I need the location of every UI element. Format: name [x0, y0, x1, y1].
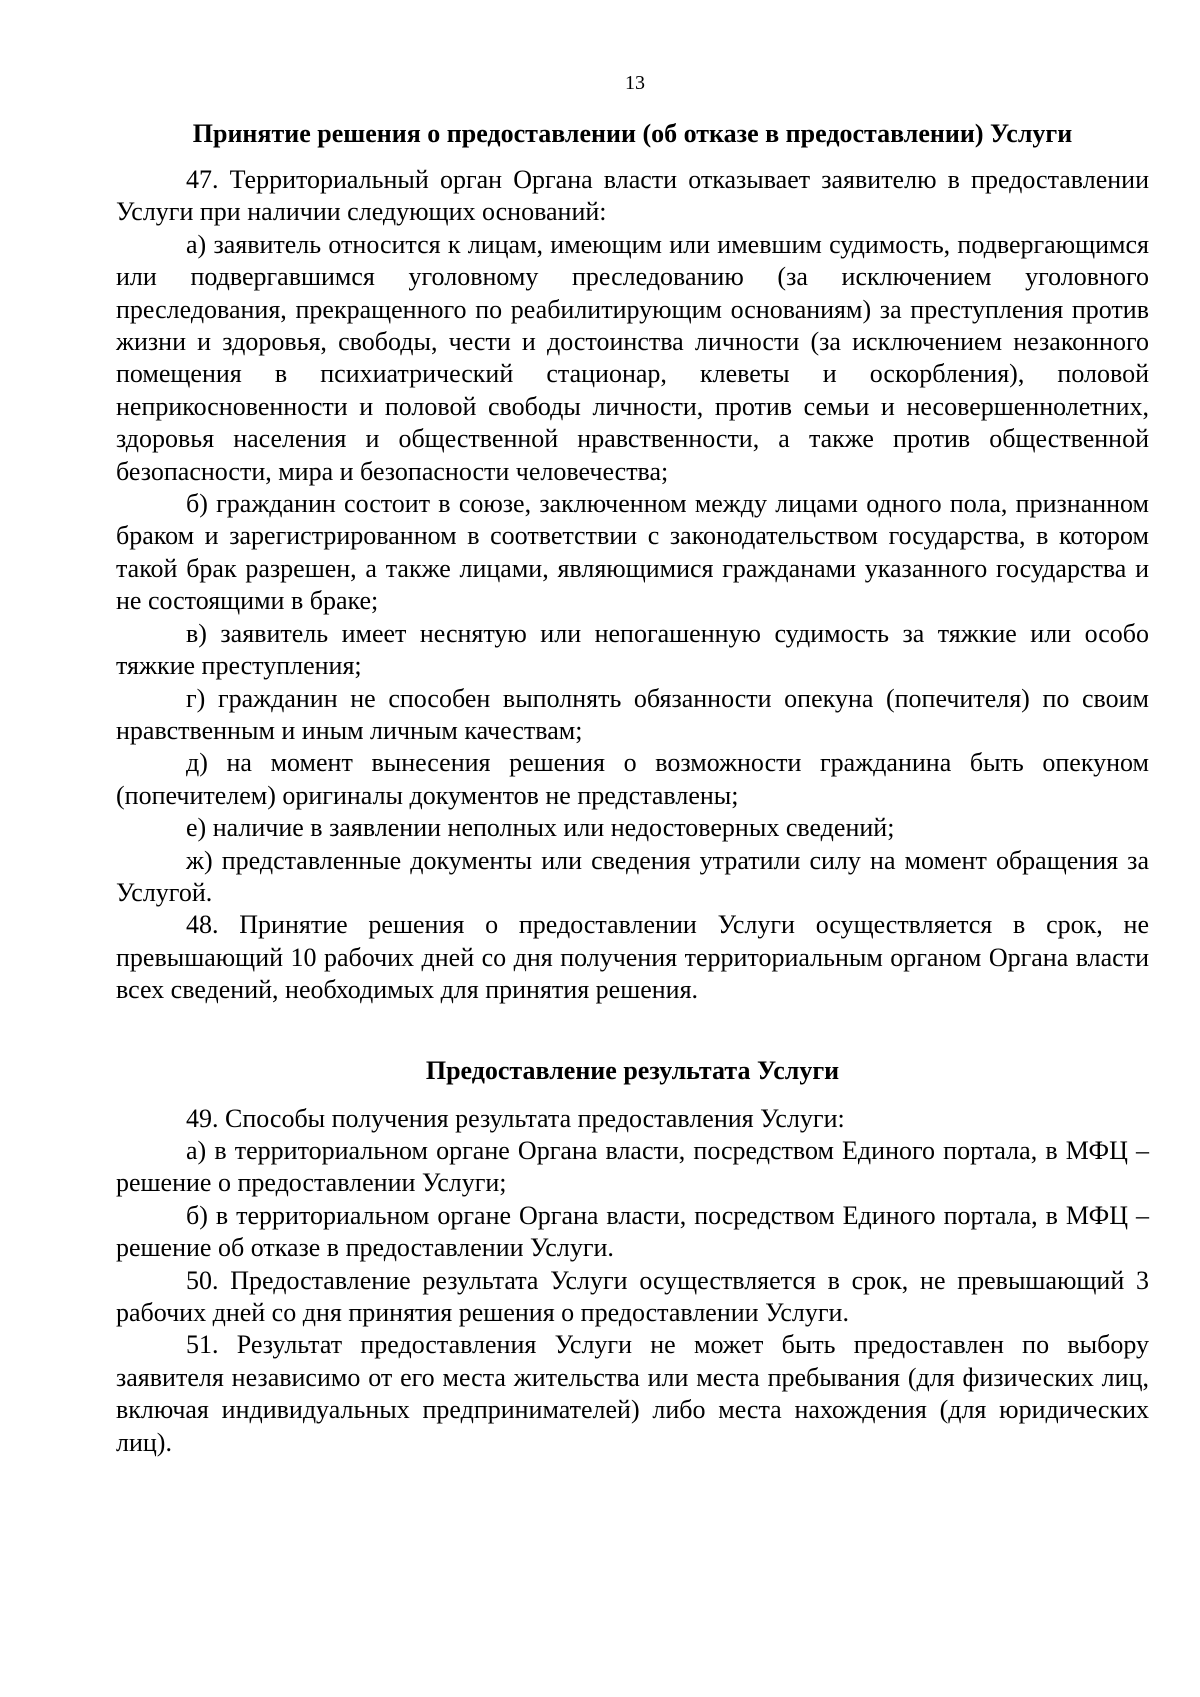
paragraph-47-e: е) наличие в заявлении неполных или недостоверных сведений;: [186, 813, 895, 843]
section-heading-result: Предоставление результата Услуги: [425, 1055, 840, 1085]
section-heading-decision: Принятие решения о предоставлении (об отказе в предоставлении) Услуги: [192, 119, 1073, 148]
paragraph-47: 47. Территориальный орган Органа власти отказывает заявителю в предоставлении Услуги при наличии следующих оснований:: [116, 165, 1149, 227]
paragraph-51: 51. Результат предоставления Услуги не может быть предоставлен по выбору заявителя независимо от его места жительства или места пребывания (для физических лиц, включая индивидуальных предпринимателей) либо места нахождения (для юридических лиц).: [116, 1330, 1149, 1457]
paragraph-49-b: б) в территориальном органе Органа власти, посредством Единого портала, в МФЦ – решение об отказе в предоставлении Услуги.: [116, 1200, 1149, 1263]
paragraph-47-d: д) на момент вынесения решения о возможности гражданина быть опекуном (попечителем) оригиналы документов не представлены;: [116, 748, 1149, 810]
paragraph-50: 50. Предоставление результата Услуги осуществляется в срок, не превышающий 3 рабочих дней со дня принятия решения о предоставлении Услуги.: [116, 1265, 1149, 1327]
document-body: [116, 118, 1149, 1459]
paragraph-47-zh: ж) представленные документы или сведения утратили силу на момент обращения за Услугой.: [116, 845, 1149, 907]
paragraph-48: 48. Принятие решения о предоставлении Услуги осуществляется в срок, не превышающий 10 рабочих дней со дня получения территориальным органом Органа власти всех сведений, необходимых для принятия решения.: [116, 910, 1149, 1005]
paragraph-47-v: в) заявитель имеет неснятую или непогашенную судимость за тяжкие или особо тяжкие преступления;: [116, 618, 1149, 681]
paragraph-47-a: а) заявитель относится к лицам, имеющим или имевшим судимость, подвергающимся или подвергавшимся уголовному преследованию (за исключением уголовного преследования, прекращенного по реабилитирующим основаниям) за преступления против жизни и здоровья, свободы, чести и достоинства личности (за исключением незаконного помещения в психиатрический стационар, клеветы и оскорбления), половой неприкосновенности и половой свободы личности, против семьи и несовершеннолетних, здоровья населения и общественной нравственности, а также против общественной безопасности, мира и безопасности человечества;: [116, 229, 1149, 486]
paragraph-47-b: б) гражданин состоит в союзе, заключенном между лицами одного пола, признанном браком и зарегистрированном в соответствии с законодательством государства, в котором такой брак разрешен, а также лицами, являющимися гражданами указанного государства и не состоящими в браке;: [116, 489, 1149, 616]
paragraph-49-a: а) в территориальном органе Органа власти, посредством Единого портала, в МФЦ – решение о предоставлении Услуги;: [116, 1135, 1149, 1198]
paragraph-47-g: г) гражданин не способен выполнять обязанности опекуна (попечителя) по своим нравственным и иным личным качествам;: [116, 683, 1149, 745]
page-number: 13: [625, 72, 645, 94]
paragraph-49: 49. Способы получения результата предоставления Услуги:: [186, 1103, 845, 1133]
